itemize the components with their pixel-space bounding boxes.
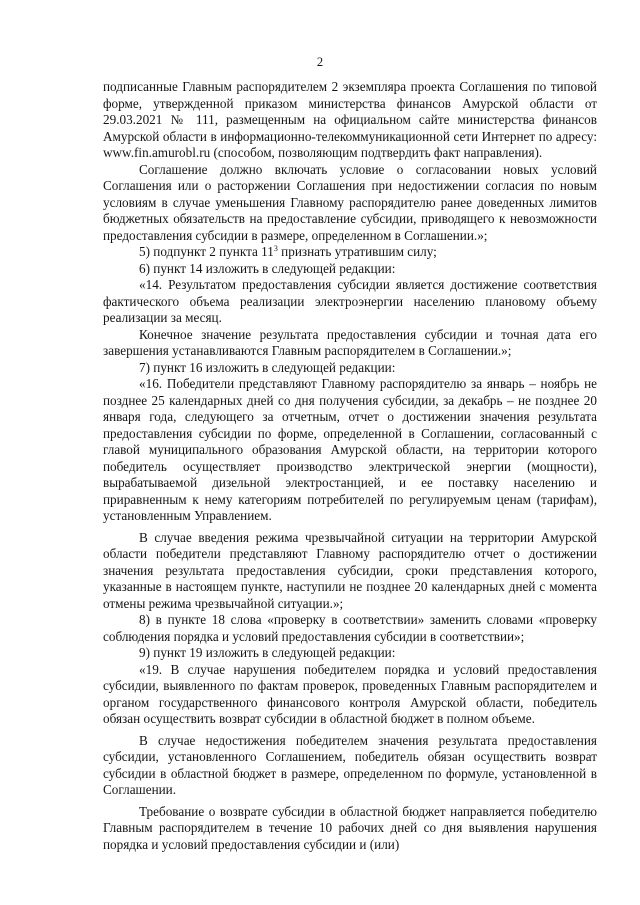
paragraph-clause-19: «19. В случае нарушения победителем порядка и условий предоставления субсидии, выявленного по фактам проверок, проведенных Главным распорядителем и органом государственного финансового контроля Амурской области, победитель обязан осуществить возврат субсидии в областной бюджет в полном объеме. [103,661,597,726]
item-5-text: 5) подпункт 2 пункта 11 [139,244,274,259]
paragraph-return-requirement: Требование о возврате субсидии в областной бюджет направляется победителю Главным распорядителем в течение 10 рабочих дней со дня выявления нарушения порядка и условий предоставления субсидии и (или) [103,803,597,852]
paragraph-clause-14: «14. Результатом предоставления субсидии является достижение соответствия фактического объема реализации электроэнергии населению плановому объему реализации за месяц. [103,277,597,325]
page-number: 2 [316,55,324,69]
item-5-text-end: признать утратившим силу; [277,244,437,259]
paragraph-final-value: Конечное значение результата предоставления субсидии и точная дата его завершения устанавливаются Главным распорядителем в Соглашении.»; [103,326,597,358]
document-body [103,79,597,853]
paragraph-non-achievement: В случае недостижения победителем значения результата предоставления субсидии, установленного Соглашением, победитель обязан осуществить возврат субсидии в областной бюджет в размере, определенном по формуле, установленной в Соглашении. [103,732,597,797]
paragraph-intro: подписанные Главным распорядителем 2 экземпляра проекта Соглашения по типовой форме, утвержденной приказом министерства финансов Амурской области от 29.03.2021 № 111, размещенным на официальном сайте министерства финансов Амурской области в информационно-телекоммуникационной сети Интернет по адресу: www.fin.amurobl.ru (способом, позволяющим подтвердить факт направления). [103,79,597,160]
paragraph-emergency: В случае введения режима чрезвычайной ситуации на территории Амурской области победители представляют Главному распорядителю отчет о достижении значения результата предоставления субсидии, сроки представления которого, указанные в настоящем пункте, наступили не позднее 20 календарных дней с момента отмены режима чрезвычайной ситуации.»; [103,529,597,611]
paragraph-clause-16: «16. Победители представляют Главному распорядителю за январь – ноябрь не позднее 25 календарных дней со дня получения субсидии, за декабрь – не позднее 20 января года, следующего за отчетным, отчет о достижении значения результата предоставления субсидии по форме, определенной в Соглашении, согласованный с главой муниципального образования Амурской области, на территории которого победитель осуществляет производство электрической энергии (мощности), вырабатываемой дизельной электростанцией, и ее поставку населению и приравненным к нему категориям потребителей по регулируемым ценам (тарифам), установленным Управлением. [103,376,597,523]
paragraph-item-6: 6) пункт 14 изложить в следующей редакции: [139,260,396,276]
paragraph-item-9: 9) пункт 19 изложить в следующей редакции: [139,645,396,660]
paragraph-item-8: 8) в пункте 18 слова «проверку в соответствии» заменить словами «проверку соблюдения порядка и условий предоставления субсидии в соответствии»; [103,612,597,644]
item-5-superscript: 3 [273,244,278,253]
paragraph-item-7: 7) пункт 16 изложить в следующей редакции: [139,359,396,375]
paragraph-agreement-condition: Соглашение должно включать условие о согласовании новых условий Соглашения или о расторжении Соглашения при недостижении согласия по новым условиям в случае уменьшения Главному распорядителю ранее доведенных лимитов бюджетных обязательств на предоставление субсидии, приводящего к невозможности предоставления субсидии в размере, определенном в Соглашении.»; [103,161,597,243]
paragraph-item-5 [103,244,597,261]
